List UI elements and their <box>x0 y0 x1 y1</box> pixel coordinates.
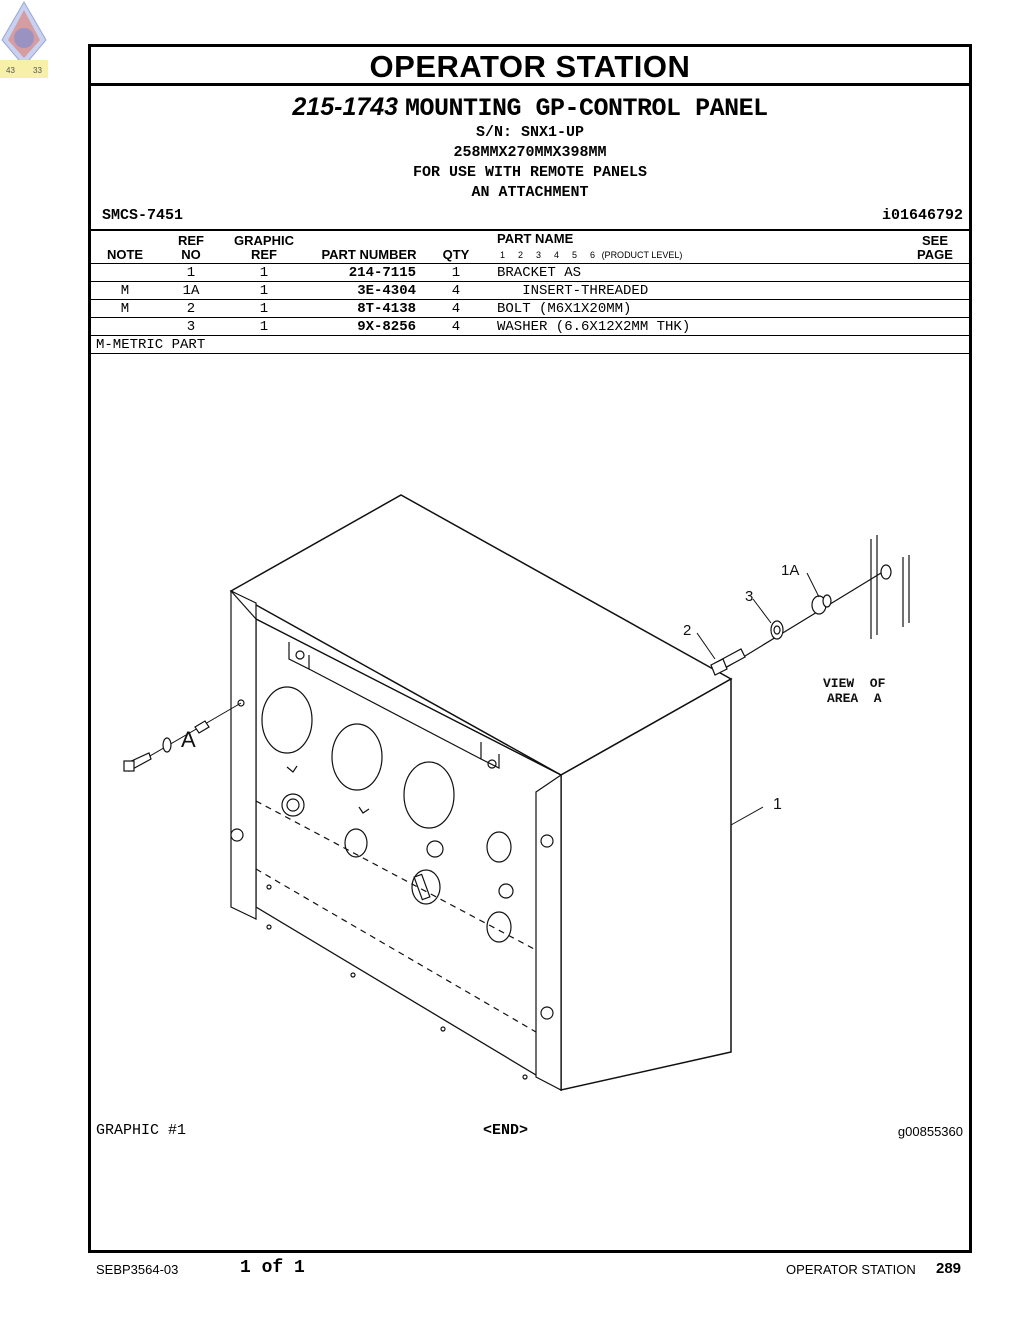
control-panel-illustration <box>91 387 969 1132</box>
row-rule <box>91 353 969 354</box>
level-numbers: 1 2 3 4 5 6 <box>500 250 596 260</box>
row-note: M <box>120 301 130 317</box>
end-marker: <END> <box>483 1122 529 1139</box>
col-note-header: NOTE <box>106 247 144 262</box>
page-of: 1 of 1 <box>240 1258 305 1278</box>
view-label-line2: AREA A <box>827 691 882 706</box>
footer-section: OPERATOR STATION <box>786 1262 916 1277</box>
callout-2: 2 <box>683 622 692 639</box>
row-part-number: 8T-4138 <box>357 301 416 317</box>
illustration-id: i01646792 <box>881 207 963 224</box>
row-part-name: BRACKET AS <box>497 265 582 281</box>
graphic-id: g00855360 <box>897 1124 963 1139</box>
area-a-callout: A <box>181 727 196 752</box>
page-number: 289 <box>936 1260 962 1277</box>
row-ref: 2 <box>186 301 196 317</box>
metric-footnote: M-METRIC PART <box>96 337 206 353</box>
dimensions-line: 258MMX270MMX398MM <box>453 144 607 161</box>
row-ref: 1A <box>182 283 200 299</box>
usage-line: FOR USE WITH REMOTE PANELS <box>412 164 648 181</box>
col-see-page-header-top: SEE <box>921 233 948 248</box>
row-ref: 3 <box>186 319 196 335</box>
row-qty: 4 <box>451 301 461 317</box>
col-part-name-header: PART NAME <box>497 231 574 246</box>
product-levels <box>500 250 682 260</box>
publisher-logo <box>0 0 48 80</box>
row-ref: 1 <box>186 265 196 281</box>
serial-line: S/N: SNX1-UP <box>475 124 585 141</box>
group-header <box>91 86 969 203</box>
row-qty: 4 <box>451 283 461 299</box>
col-part-number-header: PART NUMBER <box>321 247 417 262</box>
col-ref-header-top: REF <box>178 233 204 248</box>
col-graphic-header-bottom: REF <box>251 247 277 262</box>
col-qty-header: QTY <box>442 247 470 262</box>
product-level-label: (PRODUCT LEVEL) <box>601 250 683 260</box>
row-part-name: BOLT (M6X1X20MM) <box>497 301 632 317</box>
callout-3: 3 <box>745 588 754 605</box>
row-part-name: WASHER (6.6X12X2MM THK) <box>497 319 691 335</box>
section-title: OPERATOR STATION <box>91 47 969 86</box>
col-see-page-header-bottom: PAGE <box>917 247 953 262</box>
parts-page-frame <box>88 44 972 1253</box>
row-graphic: 1 <box>259 301 269 317</box>
view-label-line1: VIEW OF <box>823 676 886 691</box>
group-number: 215-1743 <box>292 93 399 121</box>
row-part-number: 9X-8256 <box>357 319 416 335</box>
doc-number: SEBP3564-03 <box>96 1262 179 1277</box>
group-name: MOUNTING GP-CONTROL PANEL <box>405 94 768 123</box>
smcs-code: SMCS-7451 <box>102 207 184 224</box>
callout-1: 1 <box>773 796 782 813</box>
row-graphic: 1 <box>259 283 269 299</box>
row-graphic: 1 <box>259 265 269 281</box>
logo-number-left: 43 <box>6 66 15 75</box>
attachment-line: AN ATTACHMENT <box>471 184 589 201</box>
graphic-label: GRAPHIC #1 <box>96 1122 187 1139</box>
row-graphic: 1 <box>259 319 269 335</box>
row-part-name: INSERT-THREADED <box>497 283 649 299</box>
row-qty: 1 <box>451 265 461 281</box>
row-qty: 4 <box>451 319 461 335</box>
row-part-number: 3E-4304 <box>357 283 416 299</box>
group-title <box>91 93 969 123</box>
logo-number-right: 33 <box>33 66 42 75</box>
row-note: M <box>120 283 130 299</box>
col-ref-header-bottom: NO <box>181 247 201 262</box>
row-part-number: 214-7115 <box>348 265 416 281</box>
col-graphic-header-top: GRAPHIC <box>234 233 294 248</box>
callout-1a: 1A <box>781 562 800 579</box>
